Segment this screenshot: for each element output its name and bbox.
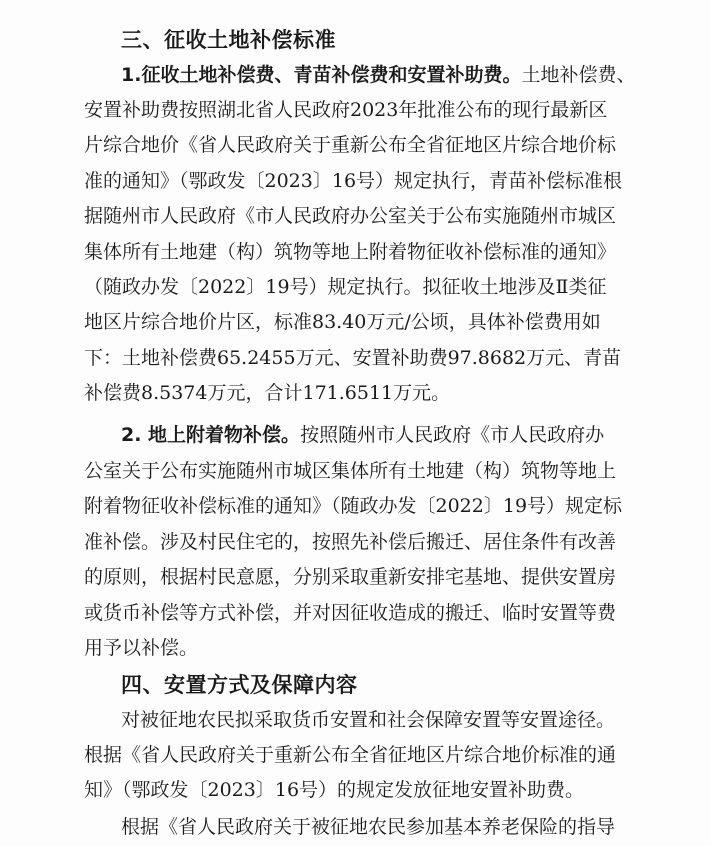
s3-p2-line-1: 公室关于公布实施随州市城区集体所有土地建（构）筑物等地上	[84, 460, 617, 482]
s4-p2-line-0: 根据《省人民政府关于被征地农民参加基本养老保险的指导	[121, 816, 616, 838]
s4-p1-line-1: 根据《省人民政府关于重新公布全省征地区片综合地价标准的通	[84, 744, 617, 766]
s3-p1-lead: 1.征收土地补偿费、青苗补偿费和安置补助费。	[121, 64, 522, 86]
s3-p1-line-0	[121, 66, 635, 85]
s3-p2-lead: 2. 地上附着物补偿。	[121, 424, 301, 446]
s3-p1-line-9: 补偿费8.5374万元，合计171.6511万元。	[84, 382, 451, 404]
s3-p1-line-7: 地区片综合地价片区，标准83.40万元/公顷，具体补偿费用如	[84, 311, 601, 333]
s3-p2-line-4: 的原则，根据村民意愿，分别采取重新安排宅基地、提供安置房	[84, 566, 617, 588]
s3-p1-line-0-text: 土地补偿费、	[521, 64, 636, 86]
s4-p1-line-2: 知》（鄂政发〔2023〕16号）的规定发放征地安置补助费。	[84, 779, 585, 801]
s3-p2-line-6: 用予以补偿。	[84, 637, 199, 659]
s4-p1-line-0: 对被征地农民拟采取货币安置和社会保障安置等安置途径。	[121, 709, 616, 731]
s3-p2-line-0-text: 按照随州市人民政府《市人民政府办	[300, 424, 605, 446]
s3-p1-line-4: 据随州市人民政府《市人民政府办公室关于公布实施随州市城区	[84, 205, 617, 227]
s3-p2-line-5: 或货币补偿等方式补偿，并对因征收造成的搬迁、临时安置等费	[84, 602, 617, 624]
s3-p1-line-6: （随政办发〔2022〕19号）规定执行。拟征收土地涉及Ⅱ类征	[84, 276, 607, 298]
s3-p2-line-0	[121, 426, 604, 445]
s3-p1-line-8: 下：土地补偿费65.2455万元、安置补助费97.8682万元、青苗	[84, 347, 622, 369]
s3-p1-line-1: 安置补助费按照湖北省人民政府2023年批准公布的现行最新区	[84, 99, 608, 121]
section-3-heading: 三、征收土地补偿标准	[121, 28, 336, 52]
s3-p1-line-3: 准的通知》（鄂政发〔2023〕16号）规定执行，青苗补偿标准根	[84, 170, 623, 192]
s3-p2-line-3: 准补偿。涉及村民住宅的，按照先补偿后搬迁、居住条件有改善	[84, 531, 617, 553]
s3-p1-line-2: 片综合地价《省人民政府关于重新公布全省征地区片综合地价标	[84, 134, 617, 156]
s3-p1-line-5: 集体所有土地建（构）筑物等地上附着物征收补偿标准的通知》	[84, 241, 617, 263]
section-4-heading: 四、安置方式及保障内容	[121, 673, 358, 697]
s3-p2-line-2: 附着物征收补偿标准的通知》（随政办发〔2022〕19号）规定标	[84, 495, 623, 517]
